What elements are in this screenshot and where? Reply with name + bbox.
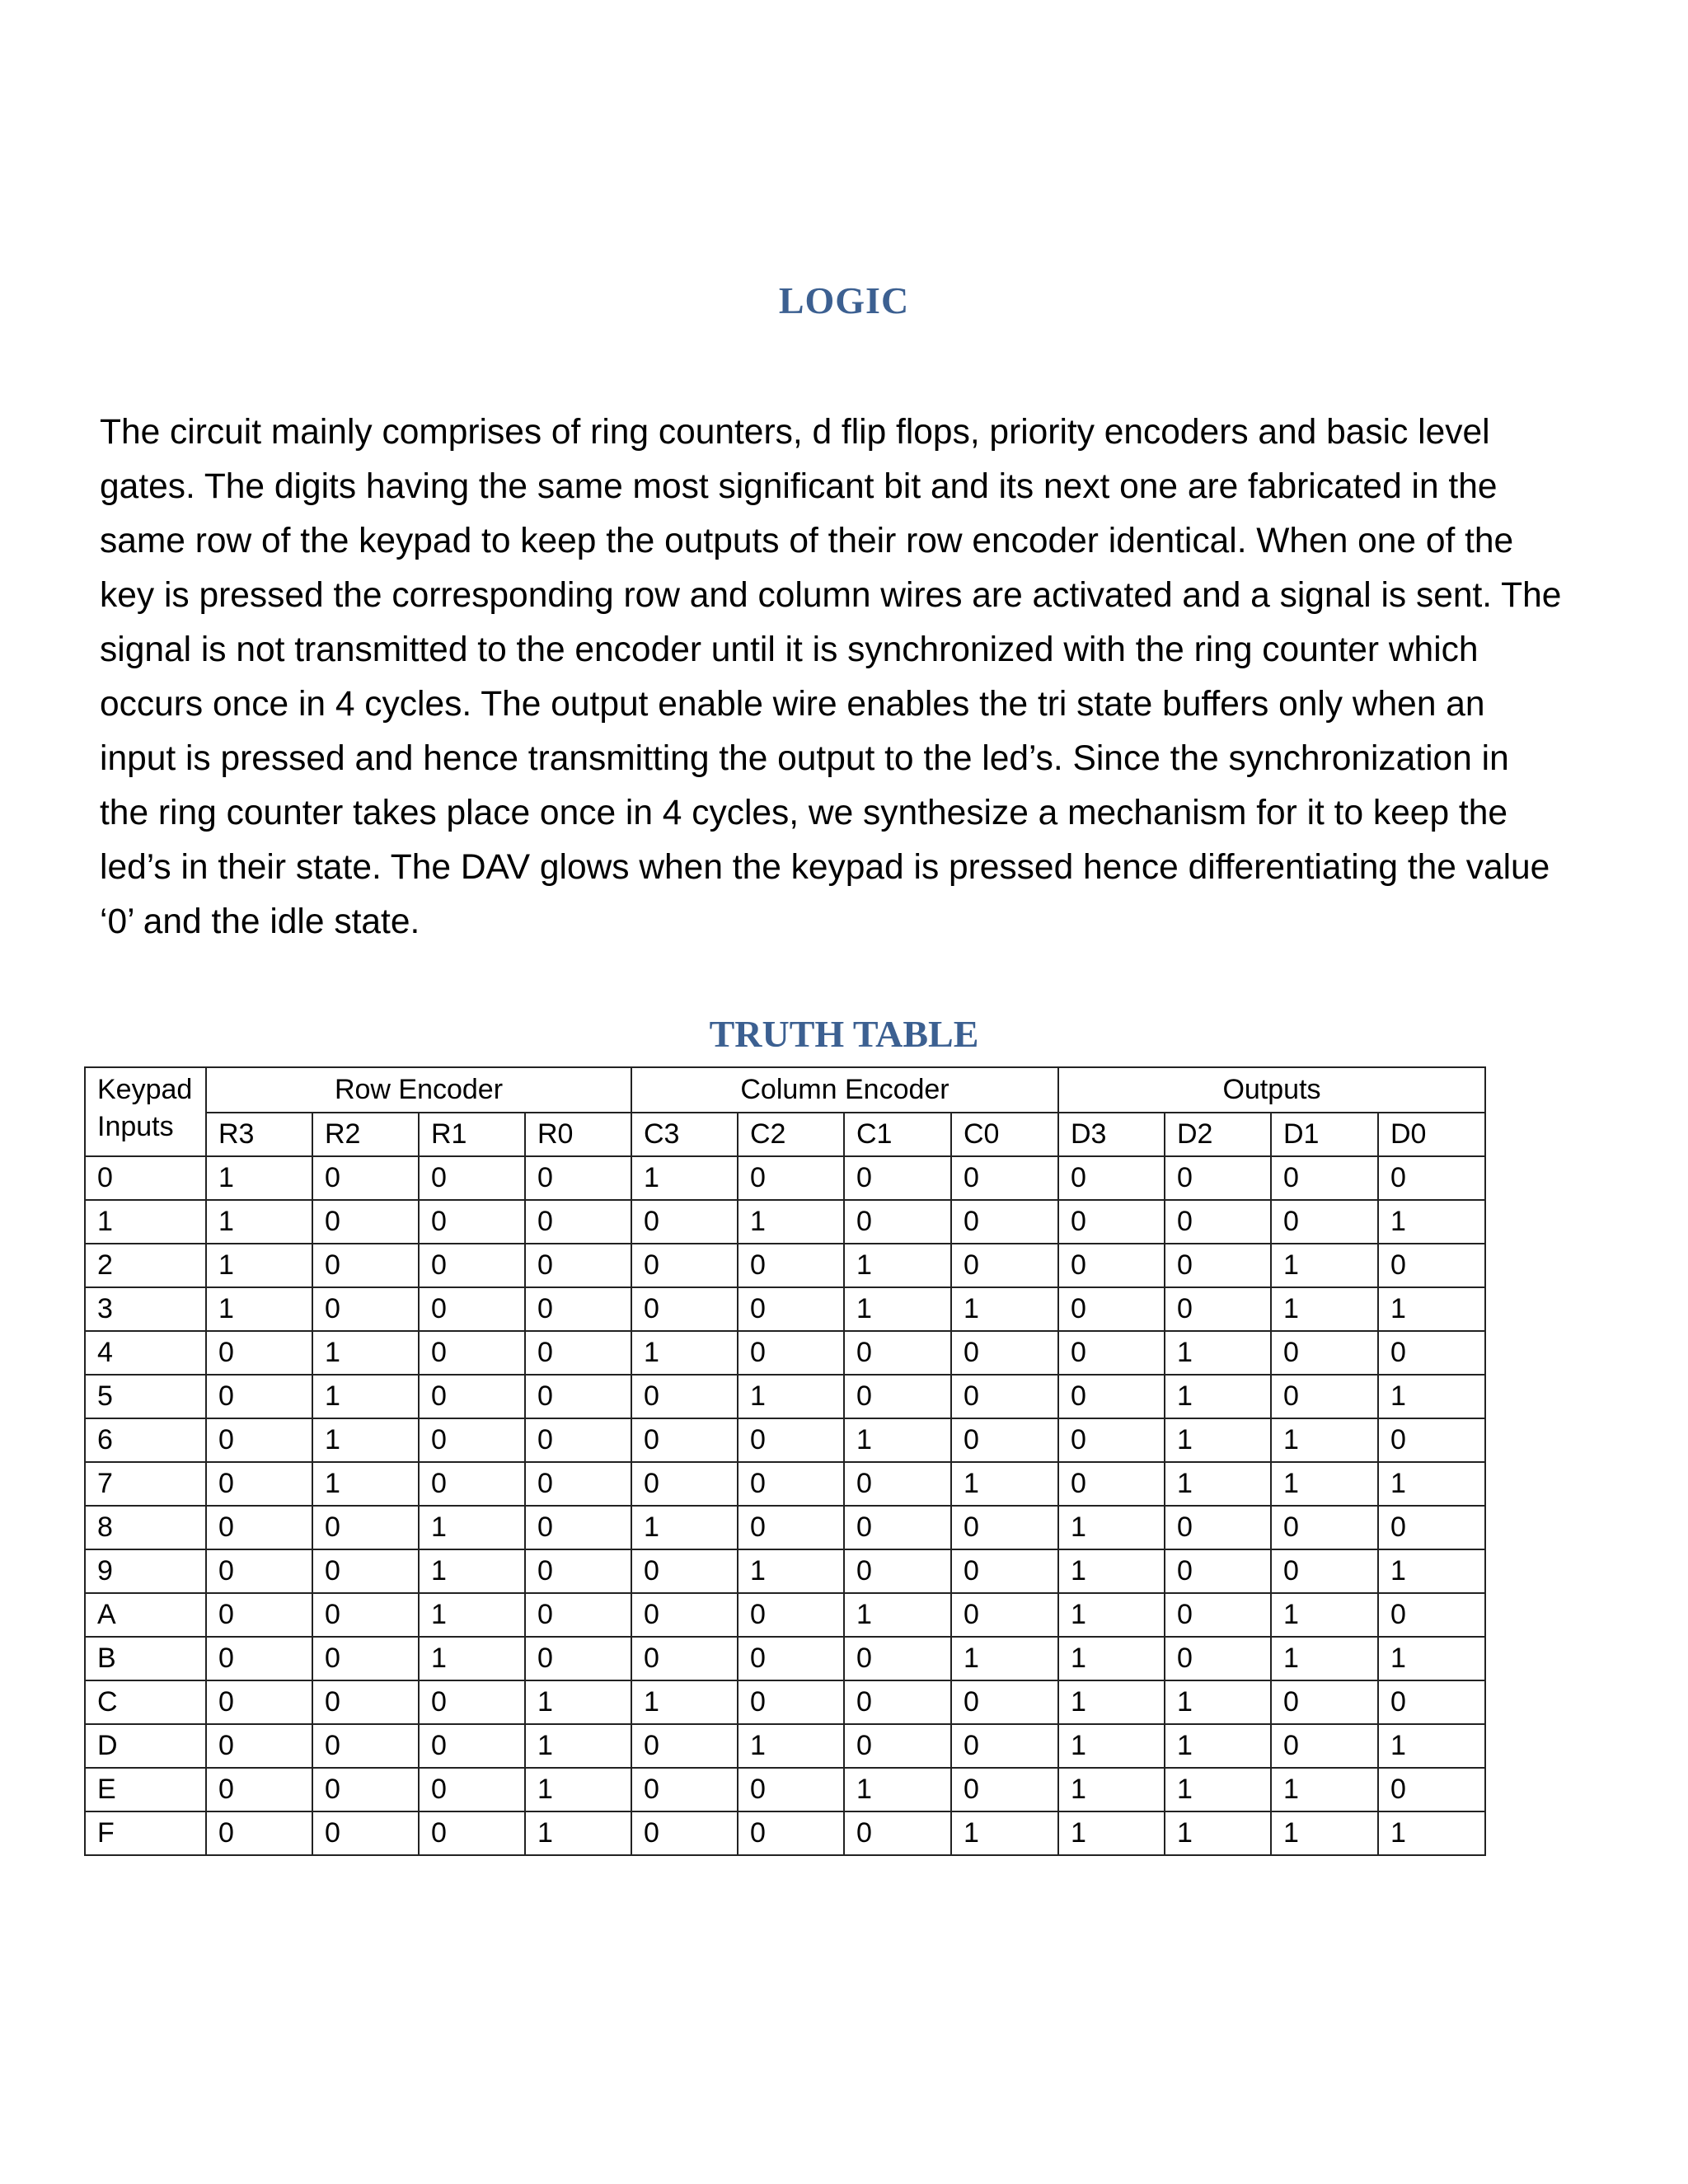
table-cell: 0: [206, 1549, 312, 1593]
table-cell: 1: [1378, 1200, 1485, 1244]
keypad-header-line: Keypad: [97, 1074, 193, 1105]
table-cell: 0: [738, 1331, 844, 1375]
table-cell: 1: [312, 1331, 419, 1375]
table-cell: 1: [1058, 1680, 1165, 1724]
table-cell: 0: [525, 1593, 631, 1637]
table-cell: 1: [844, 1418, 951, 1462]
table-cell: 1: [525, 1724, 631, 1768]
table-cell: 1: [1058, 1637, 1165, 1680]
keypad-inputs-header: [85, 1067, 206, 1156]
table-cell: 1: [1271, 1768, 1378, 1811]
paragraph-line: signal is not transmitted to the encoder until it is synchronized with the ring counter which: [100, 630, 1479, 669]
table-cell: 0: [844, 1811, 951, 1855]
table-cell: 0: [844, 1549, 951, 1593]
table-cell: 0: [525, 1418, 631, 1462]
table-cell: 0: [738, 1637, 844, 1680]
table-row: [85, 1418, 1485, 1462]
table-cell: 1: [844, 1768, 951, 1811]
table-row: [85, 1637, 1485, 1680]
table-cell: 1: [525, 1811, 631, 1855]
table-cell: 0: [1058, 1244, 1165, 1287]
table-row: [85, 1331, 1485, 1375]
table-cell: 0: [738, 1418, 844, 1462]
table-cell: 0: [206, 1680, 312, 1724]
table-cell: 1: [1378, 1811, 1485, 1855]
table-cell: 0: [1271, 1375, 1378, 1418]
table-cell: 0: [844, 1200, 951, 1244]
table-cell: 1: [738, 1724, 844, 1768]
table-cell: 0: [419, 1331, 525, 1375]
table-cell: 0: [525, 1549, 631, 1593]
table-cell: 0: [631, 1724, 738, 1768]
table-cell: 0: [312, 1200, 419, 1244]
table-cell: 0: [312, 1506, 419, 1549]
table-cell: 0: [951, 1593, 1058, 1637]
table-cell: 0: [631, 1462, 738, 1506]
paragraph-line: ‘0’ and the idle state.: [100, 902, 420, 941]
table-cell: 0: [1271, 1549, 1378, 1593]
table-cell: 0: [206, 1462, 312, 1506]
table-cell: 1: [206, 1156, 312, 1200]
table-cell: 1: [631, 1156, 738, 1200]
column-encoder-header: Column Encoder: [631, 1067, 1058, 1113]
table-cell: 0: [631, 1549, 738, 1593]
table-cell: 1: [1165, 1331, 1271, 1375]
table-cell: 1: [1271, 1462, 1378, 1506]
table-cell: 0: [631, 1418, 738, 1462]
table-cell: 1: [1058, 1724, 1165, 1768]
table-cell: 0: [1058, 1462, 1165, 1506]
table-cell: 0: [1378, 1156, 1485, 1200]
column-header-d1: D1: [1271, 1113, 1378, 1156]
table-cell: 0: [525, 1506, 631, 1549]
table-cell: 0: [844, 1506, 951, 1549]
table-cell: 0: [419, 1418, 525, 1462]
table-row: [85, 1593, 1485, 1637]
table-cell: 0: [951, 1418, 1058, 1462]
table-cell: 0: [312, 1287, 419, 1331]
keypad-input-cell: F: [85, 1811, 206, 1855]
table-cell: 0: [844, 1680, 951, 1724]
table-cell: 0: [525, 1244, 631, 1287]
table-cell: 0: [1271, 1331, 1378, 1375]
column-header-c1: C1: [844, 1113, 951, 1156]
table-cell: 1: [1271, 1244, 1378, 1287]
table-cell: 1: [844, 1244, 951, 1287]
table-cell: 1: [738, 1549, 844, 1593]
table-cell: 1: [1378, 1462, 1485, 1506]
table-cell: 0: [1378, 1680, 1485, 1724]
table-row: [85, 1680, 1485, 1724]
table-cell: 1: [844, 1287, 951, 1331]
keypad-header-line: Inputs: [97, 1111, 174, 1142]
table-cell: 1: [1271, 1637, 1378, 1680]
table-cell: 1: [1058, 1768, 1165, 1811]
table-cell: 0: [738, 1462, 844, 1506]
table-cell: 0: [312, 1724, 419, 1768]
keypad-input-cell: C: [85, 1680, 206, 1724]
table-cell: 0: [419, 1680, 525, 1724]
table-cell: 0: [525, 1287, 631, 1331]
table-cell: 0: [951, 1331, 1058, 1375]
table-cell: 0: [206, 1637, 312, 1680]
table-cell: 0: [312, 1680, 419, 1724]
table-cell: 0: [631, 1593, 738, 1637]
table-cell: 0: [951, 1724, 1058, 1768]
table-cell: 1: [419, 1506, 525, 1549]
table-cell: 0: [631, 1375, 738, 1418]
keypad-input-cell: 5: [85, 1375, 206, 1418]
paragraph-line: The circuit mainly comprises of ring counters, d flip flops, priority encoders and basic level: [100, 413, 1490, 452]
paragraph-line: gates. The digits having the same most significant bit and its next one are fabricated in the: [100, 467, 1498, 506]
table-cell: 0: [1378, 1593, 1485, 1637]
truth-table-body: [85, 1067, 1485, 1855]
table-cell: 1: [312, 1418, 419, 1462]
table-cell: 0: [738, 1244, 844, 1287]
table-cell: 1: [1271, 1811, 1378, 1855]
keypad-input-cell: A: [85, 1593, 206, 1637]
table-cell: 0: [419, 1462, 525, 1506]
table-cell: 0: [1058, 1287, 1165, 1331]
table-cell: 0: [1058, 1200, 1165, 1244]
table-cell: 0: [1165, 1637, 1271, 1680]
table-cell: 0: [206, 1375, 312, 1418]
table-cell: 1: [951, 1462, 1058, 1506]
table-cell: 0: [1058, 1331, 1165, 1375]
table-cell: 0: [951, 1549, 1058, 1593]
table-cell: 1: [525, 1768, 631, 1811]
table-cell: 1: [1165, 1375, 1271, 1418]
table-cell: 1: [631, 1331, 738, 1375]
table-column-header-row: [85, 1113, 1485, 1156]
column-header-c0: C0: [951, 1113, 1058, 1156]
table-cell: 0: [738, 1811, 844, 1855]
table-cell: 0: [525, 1331, 631, 1375]
truth-table-heading: TRUTH TABLE: [709, 1013, 979, 1055]
column-header-d0: D0: [1378, 1113, 1485, 1156]
logic-heading: LOGIC: [778, 279, 910, 321]
table-cell: 0: [1165, 1287, 1271, 1331]
table-cell: 0: [738, 1156, 844, 1200]
table-cell: 0: [525, 1156, 631, 1200]
table-cell: 0: [206, 1506, 312, 1549]
table-cell: 0: [1378, 1506, 1485, 1549]
keypad-input-cell: E: [85, 1768, 206, 1811]
table-cell: 0: [312, 1768, 419, 1811]
table-cell: 0: [525, 1375, 631, 1418]
table-cell: 1: [419, 1637, 525, 1680]
table-cell: 0: [206, 1418, 312, 1462]
table-row: [85, 1287, 1485, 1331]
keypad-input-cell: 1: [85, 1200, 206, 1244]
table-cell: 0: [206, 1331, 312, 1375]
table-cell: 1: [1378, 1724, 1485, 1768]
table-cell: 1: [1058, 1811, 1165, 1855]
column-header-r0: R0: [525, 1113, 631, 1156]
table-cell: 0: [1378, 1768, 1485, 1811]
keypad-input-cell: 2: [85, 1244, 206, 1287]
table-cell: 0: [419, 1156, 525, 1200]
table-row: [85, 1811, 1485, 1855]
table-cell: 0: [844, 1156, 951, 1200]
table-cell: 0: [1058, 1375, 1165, 1418]
table-cell: 0: [206, 1724, 312, 1768]
table-cell: 0: [844, 1724, 951, 1768]
paragraph-line: the ring counter takes place once in 4 cycles, we synthesize a mechanism for it to keep the: [100, 794, 1507, 832]
table-cell: 1: [206, 1244, 312, 1287]
table-cell: 0: [631, 1768, 738, 1811]
table-cell: 0: [312, 1156, 419, 1200]
table-cell: 1: [631, 1506, 738, 1549]
keypad-input-cell: 3: [85, 1287, 206, 1331]
table-cell: 1: [1271, 1287, 1378, 1331]
table-cell: 0: [631, 1811, 738, 1855]
table-cell: 0: [1378, 1418, 1485, 1462]
row-encoder-header: Row Encoder: [206, 1067, 631, 1113]
table-cell: 1: [1058, 1506, 1165, 1549]
table-cell: 0: [738, 1680, 844, 1724]
table-cell: 0: [206, 1593, 312, 1637]
table-cell: 1: [1378, 1549, 1485, 1593]
table-cell: 1: [1271, 1418, 1378, 1462]
table-group-header-row: [85, 1067, 1485, 1113]
table-row: [85, 1375, 1485, 1418]
table-cell: 0: [631, 1637, 738, 1680]
paragraph-line: key is pressed the corresponding row and column wires are activated and a signal is sent. The: [100, 576, 1562, 615]
table-cell: 1: [951, 1811, 1058, 1855]
table-cell: 0: [312, 1593, 419, 1637]
table-cell: 0: [951, 1244, 1058, 1287]
table-cell: 0: [312, 1244, 419, 1287]
truth-table: [84, 1066, 1486, 1856]
keypad-input-cell: 8: [85, 1506, 206, 1549]
outputs-header: Outputs: [1058, 1067, 1485, 1113]
column-header-r2: R2: [312, 1113, 419, 1156]
table-cell: 1: [419, 1593, 525, 1637]
table-cell: 1: [419, 1549, 525, 1593]
column-header-c2: C2: [738, 1113, 844, 1156]
table-cell: 1: [951, 1287, 1058, 1331]
table-cell: 0: [951, 1156, 1058, 1200]
table-cell: 0: [738, 1768, 844, 1811]
column-header-r3: R3: [206, 1113, 312, 1156]
table-cell: 0: [419, 1244, 525, 1287]
table-cell: 0: [1058, 1418, 1165, 1462]
table-cell: 0: [631, 1200, 738, 1244]
paragraph-line: input is pressed and hence transmitting the output to the led’s. Since the synchronization in: [100, 739, 1509, 778]
table-cell: 0: [738, 1287, 844, 1331]
table-cell: 1: [1165, 1768, 1271, 1811]
keypad-input-cell: D: [85, 1724, 206, 1768]
table-cell: 0: [206, 1811, 312, 1855]
table-row: [85, 1724, 1485, 1768]
table-cell: 0: [312, 1811, 419, 1855]
table-cell: 1: [738, 1200, 844, 1244]
table-cell: 0: [1271, 1156, 1378, 1200]
table-cell: 0: [844, 1462, 951, 1506]
table-cell: 0: [419, 1724, 525, 1768]
paragraph-line: led’s in their state. The DAV glows when the keypad is pressed hence differentiating the value: [100, 848, 1550, 887]
table-cell: 1: [1271, 1593, 1378, 1637]
table-cell: 1: [1378, 1637, 1485, 1680]
table-cell: 0: [844, 1375, 951, 1418]
table-cell: 1: [631, 1680, 738, 1724]
table-row: [85, 1549, 1485, 1593]
table-cell: 0: [1378, 1331, 1485, 1375]
table-cell: 0: [312, 1637, 419, 1680]
keypad-input-cell: 0: [85, 1156, 206, 1200]
table-cell: 0: [1271, 1724, 1378, 1768]
table-cell: 1: [1165, 1462, 1271, 1506]
table-cell: 0: [525, 1462, 631, 1506]
table-cell: 0: [951, 1680, 1058, 1724]
table-cell: 1: [206, 1287, 312, 1331]
table-row: [85, 1200, 1485, 1244]
table-cell: 0: [525, 1637, 631, 1680]
table-cell: 1: [1058, 1593, 1165, 1637]
table-cell: 0: [1165, 1549, 1271, 1593]
table-cell: 0: [419, 1287, 525, 1331]
column-header-r1: R1: [419, 1113, 525, 1156]
table-cell: 0: [419, 1375, 525, 1418]
table-cell: 0: [1271, 1506, 1378, 1549]
table-cell: 0: [844, 1331, 951, 1375]
table-cell: 1: [206, 1200, 312, 1244]
keypad-input-cell: 4: [85, 1331, 206, 1375]
table-cell: 0: [631, 1287, 738, 1331]
keypad-input-cell: B: [85, 1637, 206, 1680]
table-cell: 1: [1058, 1549, 1165, 1593]
table-cell: 0: [951, 1506, 1058, 1549]
table-cell: 1: [312, 1375, 419, 1418]
table-cell: 1: [312, 1462, 419, 1506]
table-cell: 1: [1378, 1375, 1485, 1418]
table-cell: 1: [1165, 1418, 1271, 1462]
keypad-input-cell: 9: [85, 1549, 206, 1593]
table-cell: 0: [1165, 1200, 1271, 1244]
column-header-d3: D3: [1058, 1113, 1165, 1156]
table-cell: 1: [738, 1375, 844, 1418]
table-cell: 1: [1165, 1724, 1271, 1768]
table-cell: 1: [1378, 1287, 1485, 1331]
table-cell: 0: [1271, 1680, 1378, 1724]
table-cell: 0: [419, 1811, 525, 1855]
table-row: [85, 1506, 1485, 1549]
keypad-input-cell: 6: [85, 1418, 206, 1462]
table-cell: 0: [844, 1637, 951, 1680]
table-cell: 0: [1165, 1593, 1271, 1637]
table-cell: 0: [951, 1375, 1058, 1418]
table-cell: 1: [525, 1680, 631, 1724]
table-cell: 0: [951, 1200, 1058, 1244]
table-row: [85, 1768, 1485, 1811]
table-cell: 0: [419, 1768, 525, 1811]
paragraph-line: same row of the keypad to keep the outputs of their row encoder identical. When one of the: [100, 522, 1514, 560]
table-cell: 1: [951, 1637, 1058, 1680]
column-header-c3: C3: [631, 1113, 738, 1156]
table-cell: 0: [312, 1549, 419, 1593]
table-cell: 0: [1058, 1156, 1165, 1200]
column-header-d2: D2: [1165, 1113, 1271, 1156]
table-cell: 0: [951, 1768, 1058, 1811]
paragraph-line: occurs once in 4 cycles. The output enable wire enables the tri state buffers only when an: [100, 685, 1485, 724]
table-cell: 0: [1165, 1156, 1271, 1200]
table-cell: 0: [525, 1200, 631, 1244]
table-cell: 1: [1165, 1680, 1271, 1724]
logic-paragraph: [100, 405, 1575, 949]
table-cell: 0: [419, 1200, 525, 1244]
table-cell: 0: [1165, 1244, 1271, 1287]
table-cell: 0: [738, 1593, 844, 1637]
table-cell: 1: [1165, 1811, 1271, 1855]
table-cell: 0: [1165, 1506, 1271, 1549]
table-cell: 1: [844, 1593, 951, 1637]
table-cell: 0: [631, 1244, 738, 1287]
table-cell: 0: [738, 1506, 844, 1549]
table-row: [85, 1156, 1485, 1200]
keypad-input-cell: 7: [85, 1462, 206, 1506]
table-cell: 0: [1271, 1200, 1378, 1244]
table-row: [85, 1244, 1485, 1287]
table-cell: 0: [1378, 1244, 1485, 1287]
table-row: [85, 1462, 1485, 1506]
table-cell: 0: [206, 1768, 312, 1811]
